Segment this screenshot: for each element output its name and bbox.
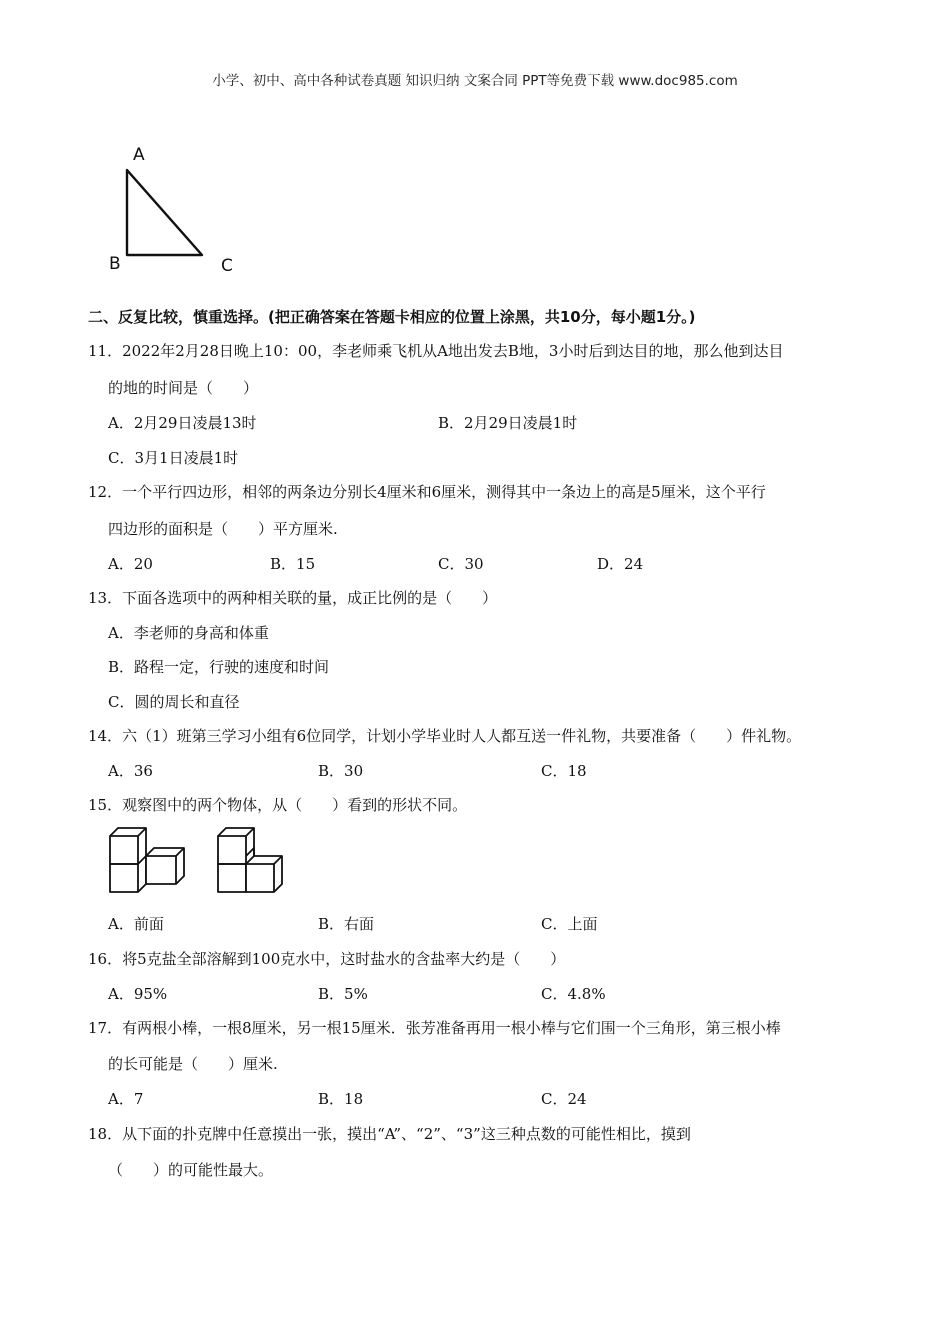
q17-option-a: A．7 [108, 1090, 144, 1108]
q11-stem-line2: 的地的时间是（ ） [108, 379, 259, 397]
q17-option-c: C．24 [541, 1090, 587, 1108]
q13-option-c: C．圆的周长和直径 [108, 693, 240, 711]
q18-stem-line2: （ ）的可能性最大。 [108, 1161, 274, 1179]
q11-option-b: B．2月29日凌晨1时 [438, 414, 578, 432]
q18-stem-line1: 18．从下面的扑克牌中任意摸出一张，摸出“A”、“2”、“3”这三种点数的可能性相比，摸到 [88, 1125, 691, 1143]
page-header: 小学、初中、高中各种试卷真题 知识归纳 文案合同 PPT等免费下载 www.doc985.com [212, 73, 738, 89]
q12-option-b: B．15 [270, 555, 316, 573]
q15-stem-line1: 15．观察图中的两个物体，从（ ）看到的形状不同。 [88, 796, 468, 814]
cube-stacks-figure [104, 826, 294, 898]
q12-option-a: A．20 [108, 555, 153, 573]
q14-stem-line1: 14．六（1）班第三学习小组有6位同学，计划小学毕业时人人都互送一件礼物，共要准备（ ）件礼物。 [88, 727, 802, 745]
vertex-b-label: B [109, 254, 121, 274]
q16-option-a: A．95% [108, 985, 168, 1003]
cube-object-1 [110, 828, 184, 892]
q15-option-c: C．上面 [541, 915, 598, 933]
q13-stem-line1: 13．下面各选项中的两种相关联的量，成正比例的是（ ） [88, 589, 498, 607]
q12-stem-line2: 四边形的面积是（ ）平方厘米. [108, 520, 338, 538]
q12-option-c: C．30 [438, 555, 484, 573]
q12-stem-line1: 12．一个平行四边形，相邻的两条边分别长4厘米和6厘米，测得其中一条边上的高是5厘米，这个平行 [88, 483, 766, 501]
q14-option-b: B．30 [318, 762, 364, 780]
section-title: 二、反复比较，慎重选择。(把正确答案在答题卡相应的位置上涂黑，共10分，每小题1分。) [88, 308, 696, 326]
q11-option-a: A．2月29日凌晨13时 [108, 414, 257, 432]
q12-option-d: D．24 [597, 555, 644, 573]
q14-option-c: C．18 [541, 762, 587, 780]
q15-option-b: B．右面 [318, 915, 375, 933]
q17-stem-line2: 的长可能是（ ）厘米. [108, 1055, 278, 1073]
q16-option-b: B．5% [318, 985, 368, 1003]
q14-option-a: A．36 [108, 762, 153, 780]
q13-option-a: A．李老师的身高和体重 [108, 624, 269, 642]
cube-object-2 [218, 828, 282, 892]
right-triangle-shape [127, 170, 202, 255]
q13-option-b: B．路程一定，行驶的速度和时间 [108, 658, 330, 676]
q15-option-a: A．前面 [108, 915, 164, 933]
q17-option-b: B．18 [318, 1090, 364, 1108]
q16-option-c: C．4.8% [541, 985, 606, 1003]
vertex-a-label: A [133, 145, 145, 165]
vertex-c-label: C [221, 256, 233, 276]
q11-stem-line1: 11．2022年2月28日晚上10：00，李老师乘飞机从A地出发去B地，3小时后到达目的地，那么他到达目 [88, 342, 784, 360]
q17-stem-line1: 17．有两根小棒，一根8厘米，另一根15厘米．张芳准备再用一根小棒与它们围一个三角形，第三根小棒 [88, 1019, 781, 1037]
q16-stem-line1: 16．将5克盐全部溶解到100克水中，这时盐水的含盐率大约是（ ） [88, 950, 566, 968]
q11-option-c: C．3月1日凌晨1时 [108, 449, 239, 467]
triangle-figure [100, 138, 250, 278]
